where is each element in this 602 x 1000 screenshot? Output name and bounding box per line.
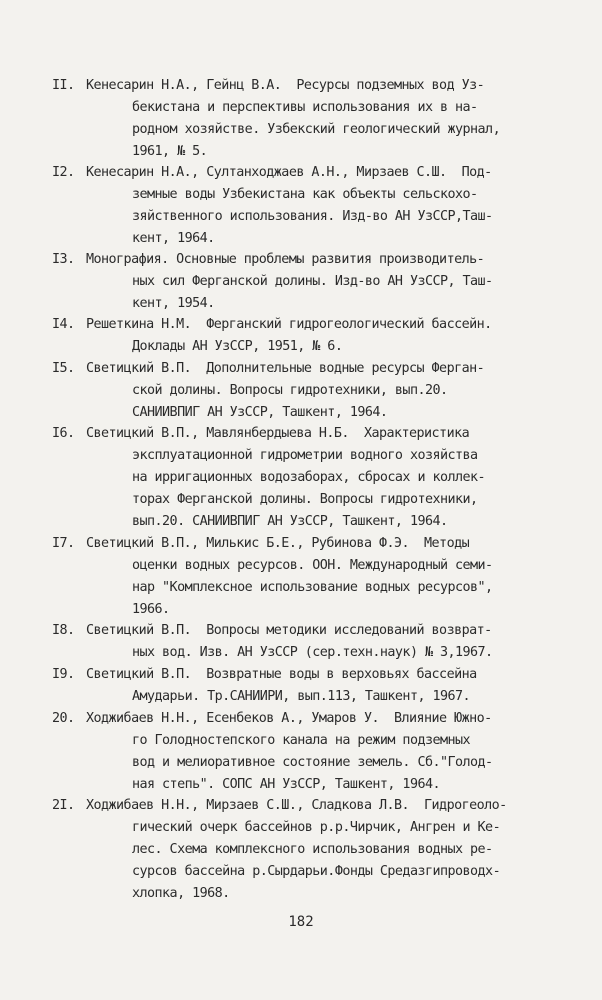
entry-text-line: кент, 1964. [132, 231, 215, 246]
entry-text-line: Светицкий В.П. Вопросы методики исследований возврат- [86, 623, 492, 638]
entry-text-line: кент, 1954. [132, 296, 215, 311]
entry-number: I3. [52, 252, 75, 267]
entry-text-line: САНИИВПИГ АН УзССР, Ташкент, 1964. [132, 405, 388, 420]
bibliography-entry [52, 75, 572, 163]
bibliography-entry [52, 533, 572, 621]
entry-text-line: Ходжибаев Н.Н., Есенбеков А., Умаров У. Влияние Южно- [86, 711, 492, 726]
entry-text-line: Амударьи. Тр.САНИИРИ, вып.113, Ташкент, 1967. [132, 689, 471, 704]
entry-text-line: 1961, № 5. [132, 144, 208, 159]
entry-text-line: оценки водных ресурсов. ООН. Международный семи- [132, 558, 493, 573]
entry-text-line: на ирригационных водозаборах, сбросах и коллек- [132, 470, 486, 485]
entry-number: I4. [52, 317, 75, 332]
entry-number: 20. [52, 711, 75, 726]
entry-text-line: Светицкий В.П. Возвратные воды в верховьях бассейна [86, 667, 477, 682]
entry-number: I8. [52, 623, 75, 638]
page-number: 182 [288, 914, 314, 930]
entry-text-line: земные воды Узбекистана как объекты сельскохо- [132, 187, 478, 202]
bibliography-entry [52, 423, 572, 533]
entry-text-line: ской долины. Вопросы гидротехники, вып.20. [132, 383, 448, 398]
entry-text-line: Монография. Основные проблемы развития производитель- [86, 252, 485, 267]
entry-number: 2I. [52, 798, 75, 813]
entry-number: I5. [52, 361, 75, 376]
entry-text-line: Кенесарин Н.А., Гейнц В.А. Ресурсы подземных вод Уз- [86, 78, 485, 93]
bibliography-entry [52, 314, 572, 358]
entry-text-line: Светицкий В.П. Дополнительные водные ресурсы Ферган- [86, 361, 485, 376]
entry-text-line: Светицкий В.П., Мавлянбердыева Н.Б. Характеристика [86, 426, 470, 441]
entry-text-line: Светицкий В.П., Милькис Б.Е., Рубинова Ф.Э. Методы [86, 536, 470, 551]
entry-number: I2. [52, 165, 75, 180]
entry-text-line: сурсов бассейна р.Сырдарьи.Фонды Средазгипроводх- [132, 864, 501, 879]
bibliography-entry [52, 620, 572, 664]
entry-text-line: зяйственного использования. Изд-во АН УзССР,Таш- [132, 209, 493, 224]
entry-text-line: ная степь". СОПС АН УзССР, Ташкент, 1964. [132, 777, 440, 792]
entry-text-line: гический очерк бассейнов р.р.Чирчик, Ангрен и Ке- [132, 820, 501, 835]
entry-text-line: Доклады АН УзССР, 1951, № 6. [132, 339, 343, 354]
entry-text-line: бекистана и перспективы использования их в на- [132, 100, 478, 115]
entry-number: I6. [52, 426, 75, 441]
entry-number: I9. [52, 667, 75, 682]
entry-text-line: 1966. [132, 602, 170, 617]
entry-text-line: ных вод. Изв. АН УзССР (сер.техн.наук) № 3,1967. [132, 645, 493, 660]
bibliography-entry [52, 249, 572, 315]
entry-number: II. [52, 78, 75, 93]
entry-text-line: родном хозяйстве. Узбекский геологический журнал, [132, 122, 501, 137]
entry-text-line: Ходжибаев Н.Н., Мирзаев С.Ш., Сладкова Л.В. Гидрогеоло- [86, 798, 507, 813]
entry-number: I7. [52, 536, 75, 551]
bibliography-entry [52, 708, 572, 796]
entry-text-line: Кенесарин Н.А., Султанходжаев А.Н., Мирзаев С.Ш. Под- [86, 165, 492, 180]
bibliography-entry [52, 664, 572, 708]
entry-text-line: нар "Комплексное использование водных ресурсов", [132, 580, 493, 595]
bibliography-entry [52, 795, 572, 905]
entry-text-line: торах Ферганской долины. Вопросы гидротехники, [132, 492, 478, 507]
entry-text-line: эксплуатационной гидрометрии водного хозяйства [132, 448, 478, 463]
entry-text-line: ных сил Ферганской долины. Изд-во АН УзССР, Таш- [132, 274, 493, 289]
entry-text-line: вып.20. САНИИВПИГ АН УзССР, Ташкент, 1964. [132, 514, 448, 529]
entry-text-line: Решеткина Н.М. Ферганский гидрогеологический бассейн. [86, 317, 492, 332]
bibliography-entry [52, 358, 572, 424]
bibliography-entry [52, 162, 572, 250]
entry-text-line: лес. Схема комплексного использования водных ре- [132, 842, 493, 857]
entry-text-line: хлопка, 1968. [132, 886, 230, 901]
entry-text-line: вод и мелиоративное состояние земель. Сб."Голод- [132, 755, 493, 770]
entry-text-line: го Голодностепского канала на режим подземных [132, 733, 471, 748]
